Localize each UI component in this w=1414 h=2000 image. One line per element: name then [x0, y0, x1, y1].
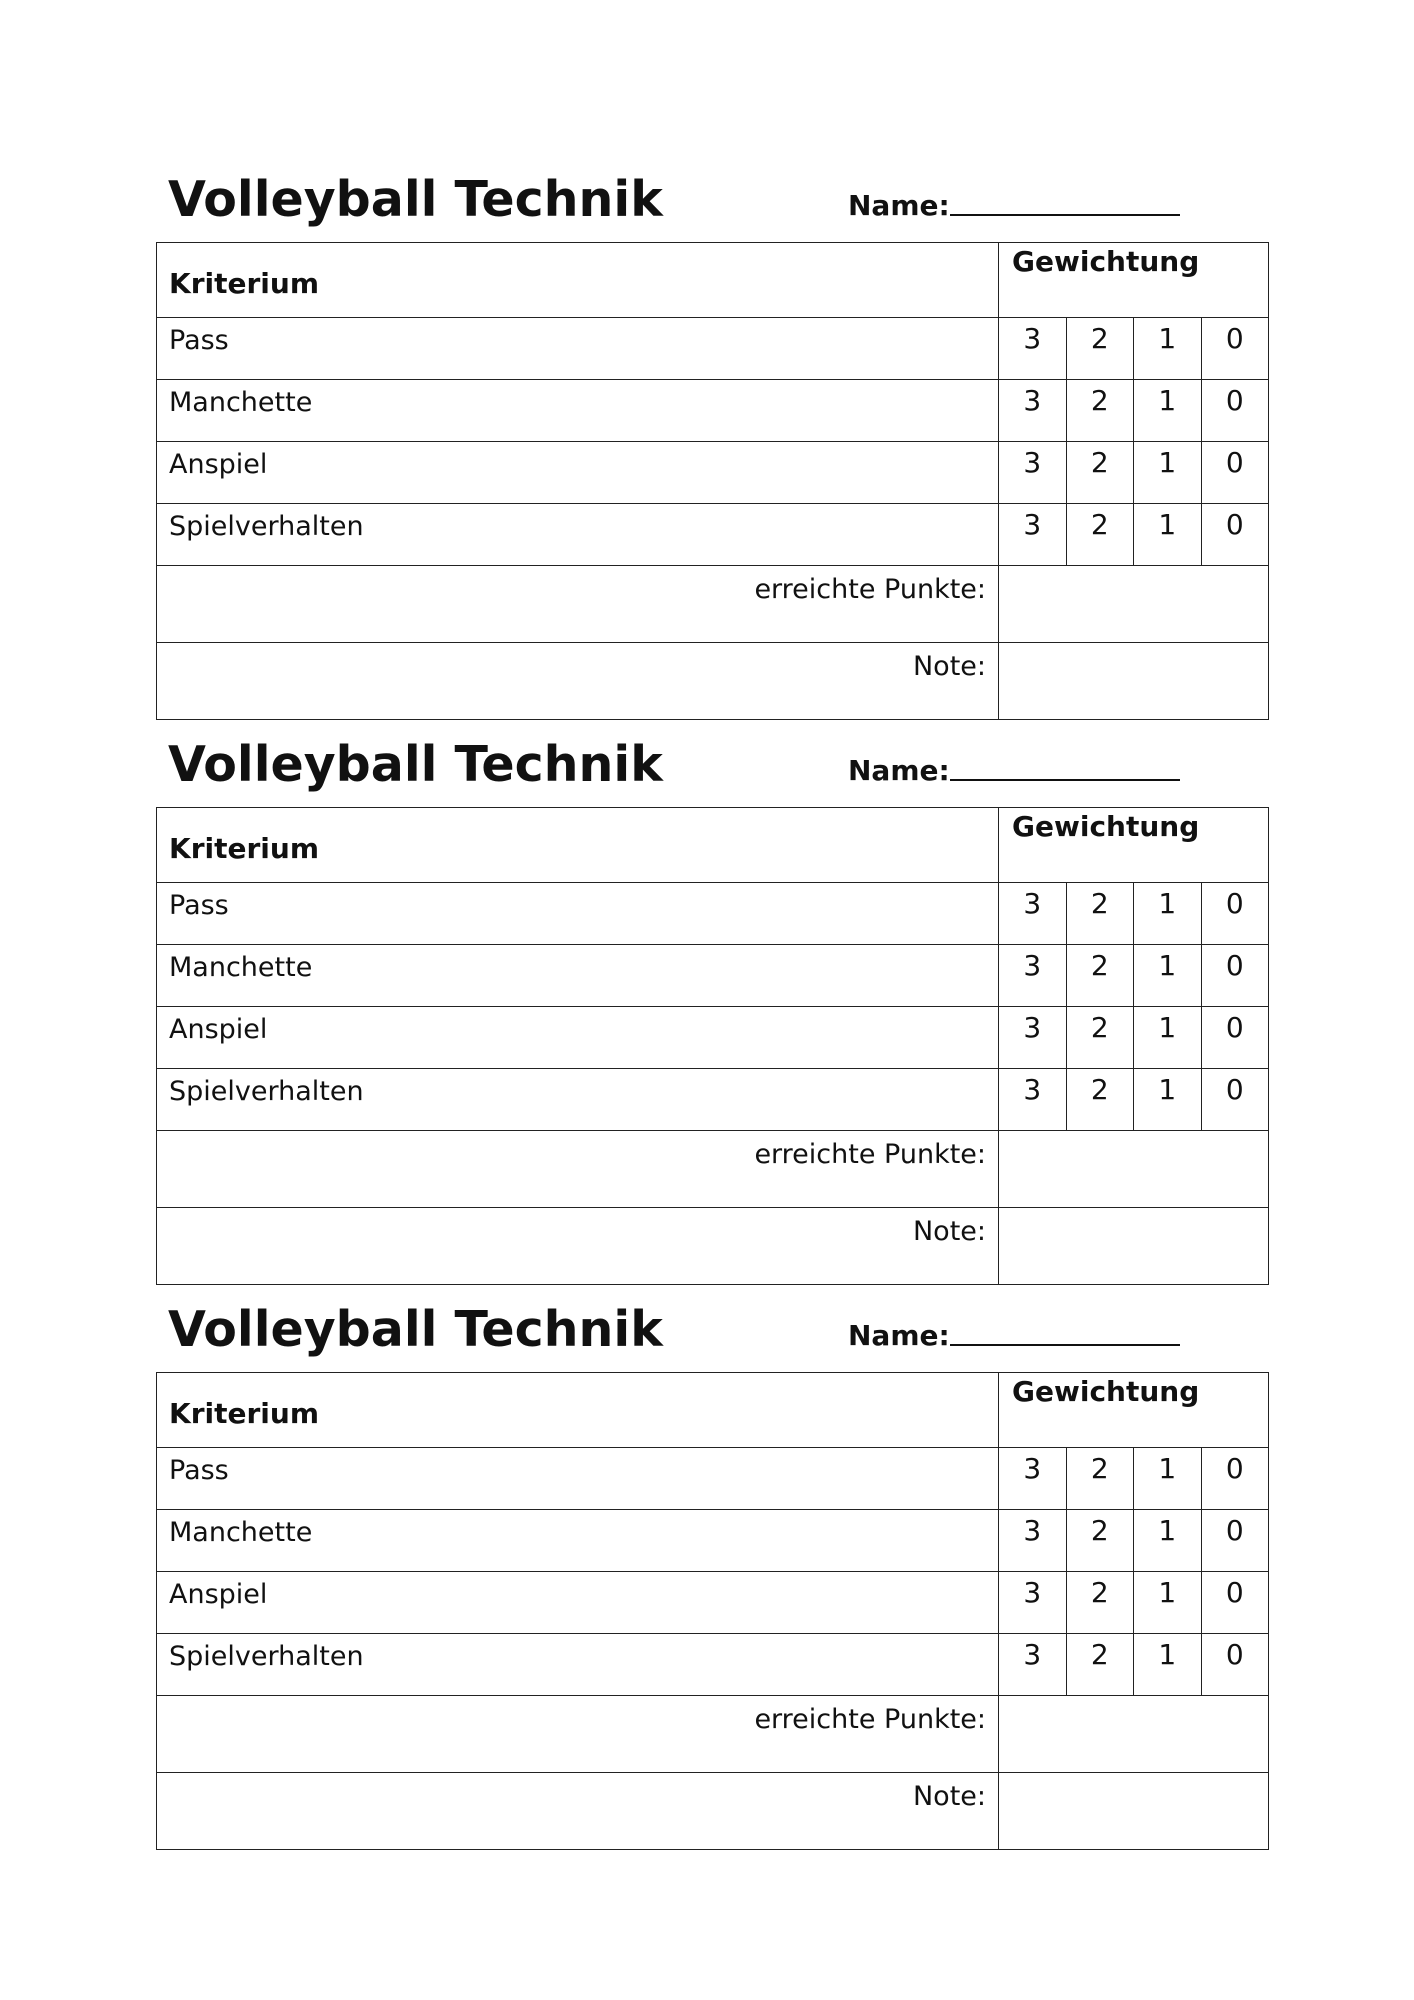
- score-option[interactable]: 0: [1201, 1634, 1269, 1696]
- criterion-label: Spielverhalten: [157, 504, 999, 566]
- grade-field[interactable]: [999, 643, 1269, 720]
- score-option[interactable]: 1: [1134, 1510, 1202, 1572]
- table-header-row: [157, 1373, 1269, 1448]
- score-option[interactable]: 2: [1066, 945, 1134, 1007]
- table-row: [157, 1572, 1269, 1634]
- criterion-label: Pass: [157, 1448, 999, 1510]
- criterion-label: Manchette: [157, 380, 999, 442]
- score-option[interactable]: 0: [1201, 1572, 1269, 1634]
- score-option[interactable]: 2: [1066, 318, 1134, 380]
- score-option[interactable]: 3: [999, 380, 1067, 442]
- points-row: [157, 566, 1269, 643]
- score-option[interactable]: 2: [1066, 442, 1134, 504]
- table-row: [157, 1510, 1269, 1572]
- name-label: Name:: [848, 754, 950, 787]
- grade-label: Note:: [157, 1208, 999, 1285]
- score-option[interactable]: 2: [1066, 1007, 1134, 1069]
- score-option[interactable]: 0: [1201, 1069, 1269, 1131]
- points-field[interactable]: [999, 1131, 1269, 1208]
- score-option[interactable]: 1: [1134, 1069, 1202, 1131]
- points-row: [157, 1696, 1269, 1773]
- score-option[interactable]: 0: [1201, 883, 1269, 945]
- score-option[interactable]: 2: [1066, 504, 1134, 566]
- criterion-label: Manchette: [157, 1510, 999, 1572]
- score-option[interactable]: 1: [1134, 504, 1202, 566]
- score-option[interactable]: 3: [999, 1510, 1067, 1572]
- criterion-label: Anspiel: [157, 442, 999, 504]
- score-option[interactable]: 3: [999, 504, 1067, 566]
- assessment-table: [156, 807, 1269, 1285]
- sheet-title: Volleyball Technik: [168, 736, 663, 793]
- grade-row: [157, 1773, 1269, 1850]
- score-option[interactable]: 1: [1134, 442, 1202, 504]
- grade-label: Note:: [157, 1773, 999, 1850]
- table-row: [157, 1448, 1269, 1510]
- score-option[interactable]: 0: [1201, 945, 1269, 1007]
- score-option[interactable]: 3: [999, 883, 1067, 945]
- score-option[interactable]: 0: [1201, 1510, 1269, 1572]
- sheet-header: [156, 170, 1268, 242]
- grade-row: [157, 643, 1269, 720]
- score-option[interactable]: 3: [999, 318, 1067, 380]
- score-option[interactable]: 1: [1134, 1572, 1202, 1634]
- table-row: [157, 945, 1269, 1007]
- assessment-sheet-3: [156, 1300, 1268, 1812]
- score-option[interactable]: 1: [1134, 1448, 1202, 1510]
- sheet-title: Volleyball Technik: [168, 171, 663, 228]
- sheet-title: Volleyball Technik: [168, 1301, 663, 1358]
- score-option[interactable]: 2: [1066, 380, 1134, 442]
- score-option[interactable]: 0: [1201, 504, 1269, 566]
- points-label: erreichte Punkte:: [157, 1131, 999, 1208]
- table-header-row: [157, 243, 1269, 318]
- name-label: Name:: [848, 1319, 950, 1352]
- criterion-header: Kriterium: [157, 243, 999, 318]
- sheet-header: [156, 1300, 1268, 1372]
- score-option[interactable]: 1: [1134, 1007, 1202, 1069]
- criterion-header: Kriterium: [157, 1373, 999, 1448]
- table-header-row: [157, 808, 1269, 883]
- table-row: [157, 1007, 1269, 1069]
- points-label: erreichte Punkte:: [157, 1696, 999, 1773]
- table-row: [157, 442, 1269, 504]
- score-option[interactable]: 2: [1066, 1510, 1134, 1572]
- score-option[interactable]: 3: [999, 945, 1067, 1007]
- score-option[interactable]: 3: [999, 1448, 1067, 1510]
- score-option[interactable]: 3: [999, 442, 1067, 504]
- score-option[interactable]: 0: [1201, 318, 1269, 380]
- score-option[interactable]: 1: [1134, 883, 1202, 945]
- grade-field[interactable]: [999, 1208, 1269, 1285]
- table-row: [157, 380, 1269, 442]
- grade-field[interactable]: [999, 1773, 1269, 1850]
- criterion-label: Anspiel: [157, 1007, 999, 1069]
- criterion-label: Spielverhalten: [157, 1634, 999, 1696]
- name-write-line[interactable]: [950, 779, 1180, 781]
- criterion-label: Pass: [157, 883, 999, 945]
- score-option[interactable]: 0: [1201, 1007, 1269, 1069]
- points-row: [157, 1131, 1269, 1208]
- points-field[interactable]: [999, 1696, 1269, 1773]
- criterion-label: Spielverhalten: [157, 1069, 999, 1131]
- score-option[interactable]: 2: [1066, 1572, 1134, 1634]
- assessment-sheet-1: [156, 170, 1268, 682]
- score-option[interactable]: 1: [1134, 945, 1202, 1007]
- criterion-label: Pass: [157, 318, 999, 380]
- name-write-line[interactable]: [950, 214, 1180, 216]
- criterion-label: Manchette: [157, 945, 999, 1007]
- score-option[interactable]: 0: [1201, 380, 1269, 442]
- name-write-line[interactable]: [950, 1344, 1180, 1346]
- table-row: [157, 883, 1269, 945]
- weight-header: Gewichtung: [999, 808, 1269, 883]
- points-label: erreichte Punkte:: [157, 566, 999, 643]
- score-option[interactable]: 2: [1066, 1448, 1134, 1510]
- weight-header: Gewichtung: [999, 1373, 1269, 1448]
- score-option[interactable]: 2: [1066, 883, 1134, 945]
- score-option[interactable]: 3: [999, 1572, 1067, 1634]
- assessment-sheet-2: [156, 735, 1268, 1247]
- name-label: Name:: [848, 189, 950, 222]
- score-option[interactable]: 0: [1201, 1448, 1269, 1510]
- criterion-label: Anspiel: [157, 1572, 999, 1634]
- score-option[interactable]: 0: [1201, 442, 1269, 504]
- assessment-table: [156, 1372, 1269, 1850]
- assessment-table: [156, 242, 1269, 720]
- grade-row: [157, 1208, 1269, 1285]
- score-option[interactable]: 1: [1134, 1634, 1202, 1696]
- grade-label: Note:: [157, 643, 999, 720]
- table-row: [157, 1634, 1269, 1696]
- criterion-header: Kriterium: [157, 808, 999, 883]
- score-option[interactable]: 2: [1066, 1634, 1134, 1696]
- score-option[interactable]: 1: [1134, 380, 1202, 442]
- score-option[interactable]: 2: [1066, 1069, 1134, 1131]
- table-row: [157, 318, 1269, 380]
- table-row: [157, 504, 1269, 566]
- score-option[interactable]: 3: [999, 1634, 1067, 1696]
- sheet-header: [156, 735, 1268, 807]
- points-field[interactable]: [999, 566, 1269, 643]
- score-option[interactable]: 3: [999, 1007, 1067, 1069]
- weight-header: Gewichtung: [999, 243, 1269, 318]
- score-option[interactable]: 3: [999, 1069, 1067, 1131]
- table-row: [157, 1069, 1269, 1131]
- score-option[interactable]: 1: [1134, 318, 1202, 380]
